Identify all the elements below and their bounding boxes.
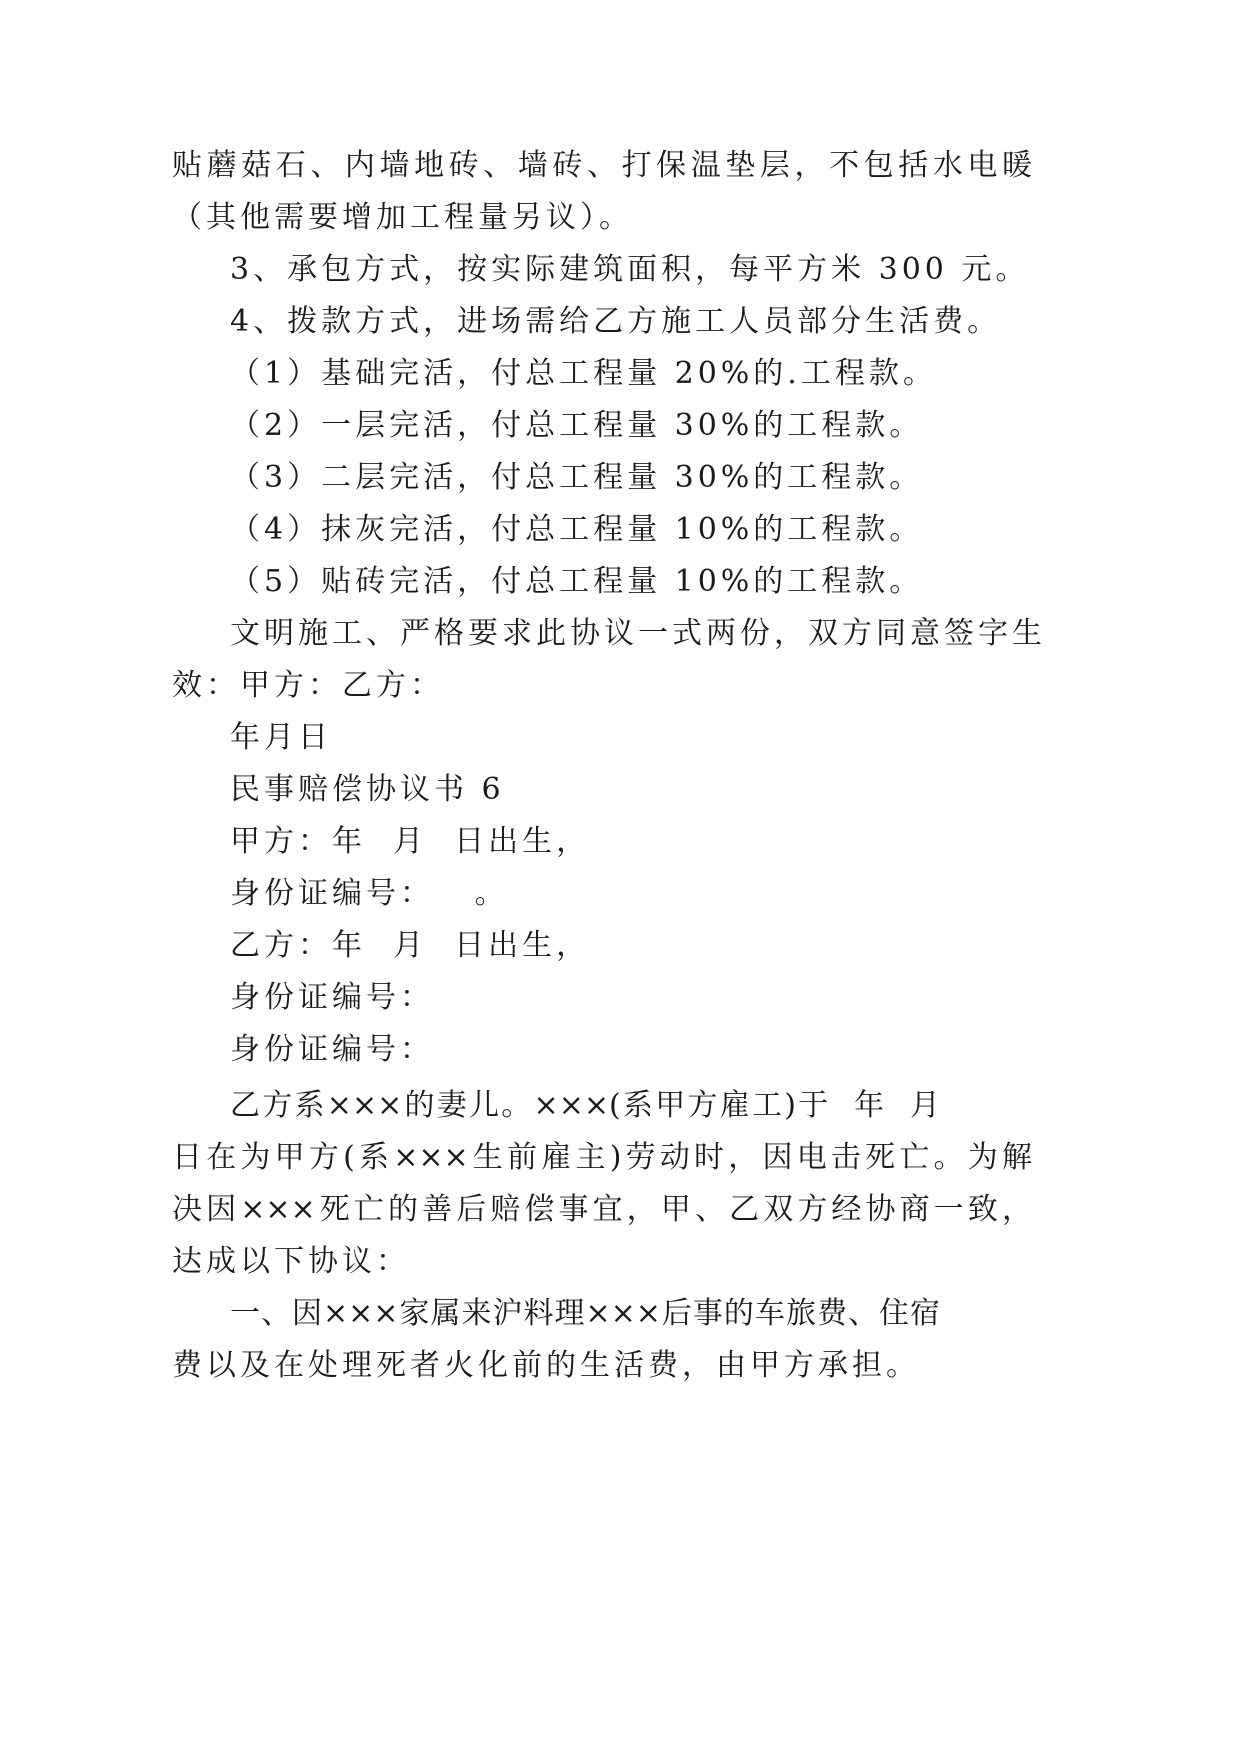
- text-line-2: （其他需要增加工程量另议）。: [172, 200, 633, 235]
- text-line-6: （2）一层完活，付总工程量 30%的工程款。: [230, 408, 924, 443]
- text-line-17: 身份证编号：: [230, 980, 434, 1015]
- text-line-10: 文明施工、严格要求此协议一式两份，双方同意签字生: [230, 616, 1046, 651]
- text-line-4: 4、拨款方式，进场需给乙方施工人员部分生活费。: [230, 304, 1002, 339]
- text-line-11: 效：甲方：乙方：: [172, 668, 444, 703]
- text-line-13: 民事赔偿协议书 6: [230, 772, 505, 807]
- text-line-20: 日在为甲方(系×××生前雇主)劳动时，因电击死亡。为解: [172, 1140, 1032, 1175]
- text-line-19: 乙方系×××的妻儿。×××(系甲方雇工)于 年 月: [230, 1088, 940, 1123]
- text-line-14: 甲方：年 月 日出生，: [230, 824, 591, 859]
- text-line-5: （1）基础完活，付总工程量 20%的.工程款。: [230, 356, 937, 391]
- text-line-21: 决因×××死亡的善后赔偿事宜，甲、乙双方经协商一致，: [172, 1192, 1032, 1227]
- text-line-22: 达成以下协议：: [172, 1244, 410, 1279]
- text-line-9: （5）贴砖完活，付总工程量 10%的工程款。: [230, 564, 924, 599]
- text-line-24: 费以及在处理死者火化前的生活费，由甲方承担。: [172, 1348, 920, 1383]
- text-line-7: （3）二层完活，付总工程量 30%的工程款。: [230, 460, 924, 495]
- text-line-23: 一、因×××家属来沪料理×××后事的车旅费、住宿: [230, 1296, 940, 1331]
- text-line-15: 身份证编号： 。: [230, 876, 509, 911]
- text-line-3: 3、承包方式，按实际建筑面积，每平方米 300 元。: [230, 252, 1030, 287]
- text-line-12: 年月日: [230, 720, 332, 755]
- text-line-8: （4）抹灰完活，付总工程量 10%的工程款。: [230, 512, 924, 547]
- text-line-16: 乙方：年 月 日出生，: [230, 928, 591, 963]
- text-line-18: 身份证编号：: [230, 1032, 434, 1067]
- text-line-1: 贴蘑菇石、内墙地砖、墙砖、打保温垫层，不包括水电暖: [172, 148, 1032, 183]
